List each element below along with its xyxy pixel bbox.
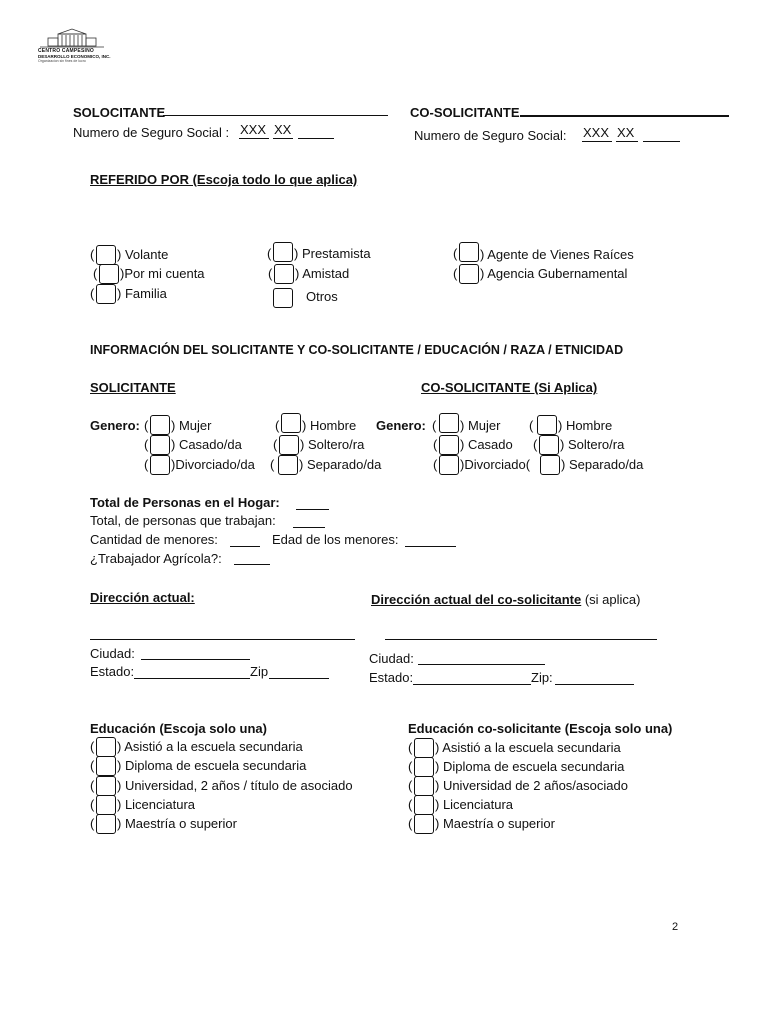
- co-separado-label: ) Separado/da: [561, 457, 644, 472]
- total-personas-label: Total de Personas en el Hogar:: [90, 495, 280, 510]
- genero-label: Genero:: [90, 418, 140, 433]
- edu-maestria-label: ) Maestría o superior: [117, 816, 237, 831]
- paren: (: [90, 286, 95, 301]
- paren: (: [90, 797, 95, 812]
- edu-licenciatura-checkbox[interactable]: [96, 795, 116, 815]
- co-separado-checkbox[interactable]: [540, 455, 560, 475]
- co-divorciado-label: )Divorciado(: [460, 457, 531, 472]
- prestamista-checkbox[interactable]: [273, 242, 293, 262]
- co-mujer-label: ) Mujer: [460, 418, 501, 433]
- paren: (: [408, 816, 413, 831]
- paren: (: [529, 418, 534, 433]
- co-soltero-label: ) Soltero/ra: [560, 437, 625, 452]
- co-edu-secundaria-checkbox[interactable]: [414, 738, 434, 758]
- logo-line-2: DESARROLLO ECONOMICO, INC.: [38, 54, 111, 59]
- co-ssn-xx: XX: [617, 125, 635, 140]
- amistad-label: ) Amistad: [295, 266, 350, 281]
- co-ciudad-label: Ciudad:: [369, 651, 414, 666]
- paren: (: [268, 266, 273, 281]
- co-genero-label: Genero:: [376, 418, 426, 433]
- referido-title: REFERIDO POR (Escoja todo lo que aplica): [90, 172, 358, 187]
- zip-field[interactable]: [269, 678, 329, 679]
- hombre-label: ) Hombre: [302, 418, 357, 433]
- paren: (: [408, 759, 413, 774]
- co-edu-maestria-checkbox[interactable]: [414, 814, 434, 834]
- amistad-checkbox[interactable]: [274, 264, 294, 284]
- familia-label: ) Familia: [117, 286, 167, 301]
- co-solicitante-name-line[interactable]: [520, 115, 729, 117]
- edu-universidad-label: ) Universidad, 2 años / título de asociado: [117, 778, 353, 793]
- co-edu-maestria-label: ) Maestría o superior: [435, 816, 555, 831]
- paren: (: [144, 457, 149, 472]
- paren: (: [90, 816, 95, 831]
- mujer-label: ) Mujer: [171, 418, 212, 433]
- co-hombre-label: ) Hombre: [558, 418, 613, 433]
- ciudad-label: Ciudad:: [90, 646, 135, 661]
- divorciado-da-label: )Divorciado/da: [171, 457, 255, 472]
- logo-line-3: Organizacion sin fines de lucro: [38, 59, 86, 63]
- co-edu-licenciatura-label: ) Licenciatura: [435, 797, 514, 812]
- co-solicitante-heading: CO-SOLICITANTE: [410, 105, 520, 120]
- divorciado-da-checkbox[interactable]: [150, 455, 170, 475]
- volante-checkbox[interactable]: [96, 245, 116, 265]
- ciudad-field[interactable]: [141, 659, 250, 660]
- soltero-ra-checkbox[interactable]: [279, 435, 299, 455]
- paren: (: [90, 778, 95, 793]
- total-personas-field[interactable]: [296, 509, 329, 510]
- trabajador-agricola-label: ¿Trabajador Agrícola?:: [90, 551, 222, 566]
- edu-licenciatura-label: ) Licenciatura: [117, 797, 196, 812]
- educacion-title: Educación (Escoja solo una): [90, 721, 267, 736]
- estado-label: Estado:: [90, 664, 135, 679]
- paren: (: [144, 437, 149, 452]
- edad-menores-field[interactable]: [405, 546, 456, 547]
- co-direccion-field[interactable]: [385, 639, 657, 640]
- edu-diploma-label: ) Diploma de escuela secundaria: [117, 758, 307, 773]
- paren: (: [433, 457, 438, 472]
- direccion-field[interactable]: [90, 639, 355, 640]
- page-number: 2: [672, 921, 679, 933]
- hombre-checkbox[interactable]: [281, 413, 301, 433]
- solicitante-name-line[interactable]: [163, 115, 388, 116]
- paren: (: [90, 758, 95, 773]
- co-ssn-xx-line: [616, 141, 638, 142]
- paren: (: [432, 418, 437, 433]
- paren: (: [275, 418, 280, 433]
- ssn-last4-line[interactable]: [298, 138, 334, 139]
- paren: (: [90, 247, 95, 262]
- direccion-actual-heading: Dirección actual:: [90, 590, 195, 605]
- estado-field[interactable]: [134, 678, 250, 679]
- ssn-xx-line: [273, 138, 293, 139]
- cantidad-menores-field[interactable]: [230, 546, 260, 547]
- paren: (: [408, 740, 413, 755]
- co-educacion-title: Educación co-solicitante (Escoja solo una): [408, 721, 673, 736]
- mujer-checkbox[interactable]: [150, 415, 170, 435]
- agente-label: ) Agente de Vienes Raíces: [480, 247, 634, 262]
- co-edu-diploma-checkbox[interactable]: [414, 757, 434, 777]
- co-estado-label: Estado:: [369, 670, 414, 685]
- paren: (: [267, 246, 272, 261]
- info-co-solicitante-heading: CO-SOLICITANTE (Si Aplica): [421, 380, 598, 395]
- ssn-label: Numero de Seguro Social :: [73, 125, 230, 140]
- info-solicitante-heading: SOLICITANTE: [90, 380, 176, 395]
- co-divorciado-checkbox[interactable]: [439, 455, 459, 475]
- info-section-title: INFORMACIÓN DEL SOLICITANTE Y CO-SOLICITANTE / EDUCACIÓN / RAZA / ETNICIDAD: [90, 343, 624, 357]
- otros-checkbox[interactable]: [273, 288, 293, 308]
- co-edu-diploma-label: ) Diploma de escuela secundaria: [435, 759, 625, 774]
- paren: (: [408, 797, 413, 812]
- soltero-ra-label: ) Soltero/ra: [300, 437, 365, 452]
- co-casado-label: ) Casado: [460, 437, 513, 452]
- volante-label: ) Volante: [117, 247, 169, 262]
- familia-checkbox[interactable]: [96, 284, 116, 304]
- co-ssn-label: Numero de Seguro Social:: [414, 128, 567, 143]
- separado-da-label: ) Separado/da: [299, 457, 382, 472]
- co-zip-label: Zip:: [531, 670, 553, 685]
- trabajador-agricola-field[interactable]: [234, 564, 270, 565]
- otros-label: Otros: [306, 289, 338, 304]
- co-ciudad-field[interactable]: [418, 664, 545, 665]
- edad-menores-label: Edad de los menores:: [272, 532, 399, 547]
- casado-da-checkbox[interactable]: [150, 435, 170, 455]
- paren: (: [273, 437, 278, 452]
- edu-secundaria-checkbox[interactable]: [96, 737, 116, 757]
- co-direccion-heading: [371, 592, 640, 608]
- co-direccion-title: Dirección actual del co-solicitante: [371, 592, 582, 607]
- casado-da-label: ) Casado/da: [171, 437, 242, 452]
- agencia-label: ) Agencia Gubernamental: [480, 266, 628, 281]
- por-mi-cuenta-label: )Por mi cuenta: [120, 266, 205, 281]
- paren: (: [93, 266, 98, 281]
- paren: (: [453, 246, 458, 261]
- por-mi-cuenta-checkbox[interactable]: [99, 264, 119, 284]
- ssn-xxx-line: [239, 138, 269, 139]
- co-zip-field[interactable]: [555, 684, 634, 685]
- paren: (: [433, 437, 438, 452]
- edu-secundaria-label: ) Asistió a la escuela secundaria: [117, 739, 303, 754]
- agencia-checkbox[interactable]: [459, 264, 479, 284]
- logo-line-1: CENTRO CAMPESINO: [38, 48, 94, 54]
- total-trabajan-label: Total, de personas que trabajan:: [90, 513, 276, 528]
- separado-da-checkbox[interactable]: [278, 455, 298, 475]
- si-aplica-note: (si aplica): [581, 592, 641, 607]
- co-edu-licenciatura-checkbox[interactable]: [414, 795, 434, 815]
- paren: (: [533, 437, 538, 452]
- co-edu-secundaria-label: ) Asistió a la escuela secundaria: [435, 740, 621, 755]
- co-edu-universidad-label: ) Universidad de 2 años/asociado: [435, 778, 628, 793]
- co-mujer-checkbox[interactable]: [439, 413, 459, 433]
- cantidad-menores-label: Cantidad de menores:: [90, 532, 218, 547]
- ssn-xxx: XXX: [240, 122, 267, 137]
- paren: (: [270, 457, 275, 472]
- edu-diploma-checkbox[interactable]: [96, 756, 116, 776]
- ssn-xx: XX: [274, 122, 292, 137]
- co-soltero-checkbox[interactable]: [539, 435, 559, 455]
- total-trabajan-field[interactable]: [293, 527, 325, 528]
- co-hombre-checkbox[interactable]: [537, 415, 557, 435]
- prestamista-label: ) Prestamista: [294, 246, 371, 261]
- solicitante-heading: SOLOCITANTE: [73, 105, 166, 120]
- zip-label: Zip: [250, 664, 269, 679]
- edu-maestria-checkbox[interactable]: [96, 814, 116, 834]
- co-ssn-xxx-line: [582, 141, 612, 142]
- co-ssn-last4-line[interactable]: [643, 141, 680, 142]
- paren: (: [408, 778, 413, 793]
- paren: (: [144, 418, 149, 433]
- co-edu-universidad-checkbox[interactable]: [414, 776, 434, 796]
- paren: (: [453, 266, 458, 281]
- agente-checkbox[interactable]: [459, 242, 479, 262]
- co-ssn-xxx: XXX: [583, 125, 610, 140]
- co-casado-checkbox[interactable]: [439, 435, 459, 455]
- paren: (: [90, 739, 95, 754]
- co-estado-field[interactable]: [413, 684, 531, 685]
- edu-universidad-checkbox[interactable]: [96, 776, 116, 796]
